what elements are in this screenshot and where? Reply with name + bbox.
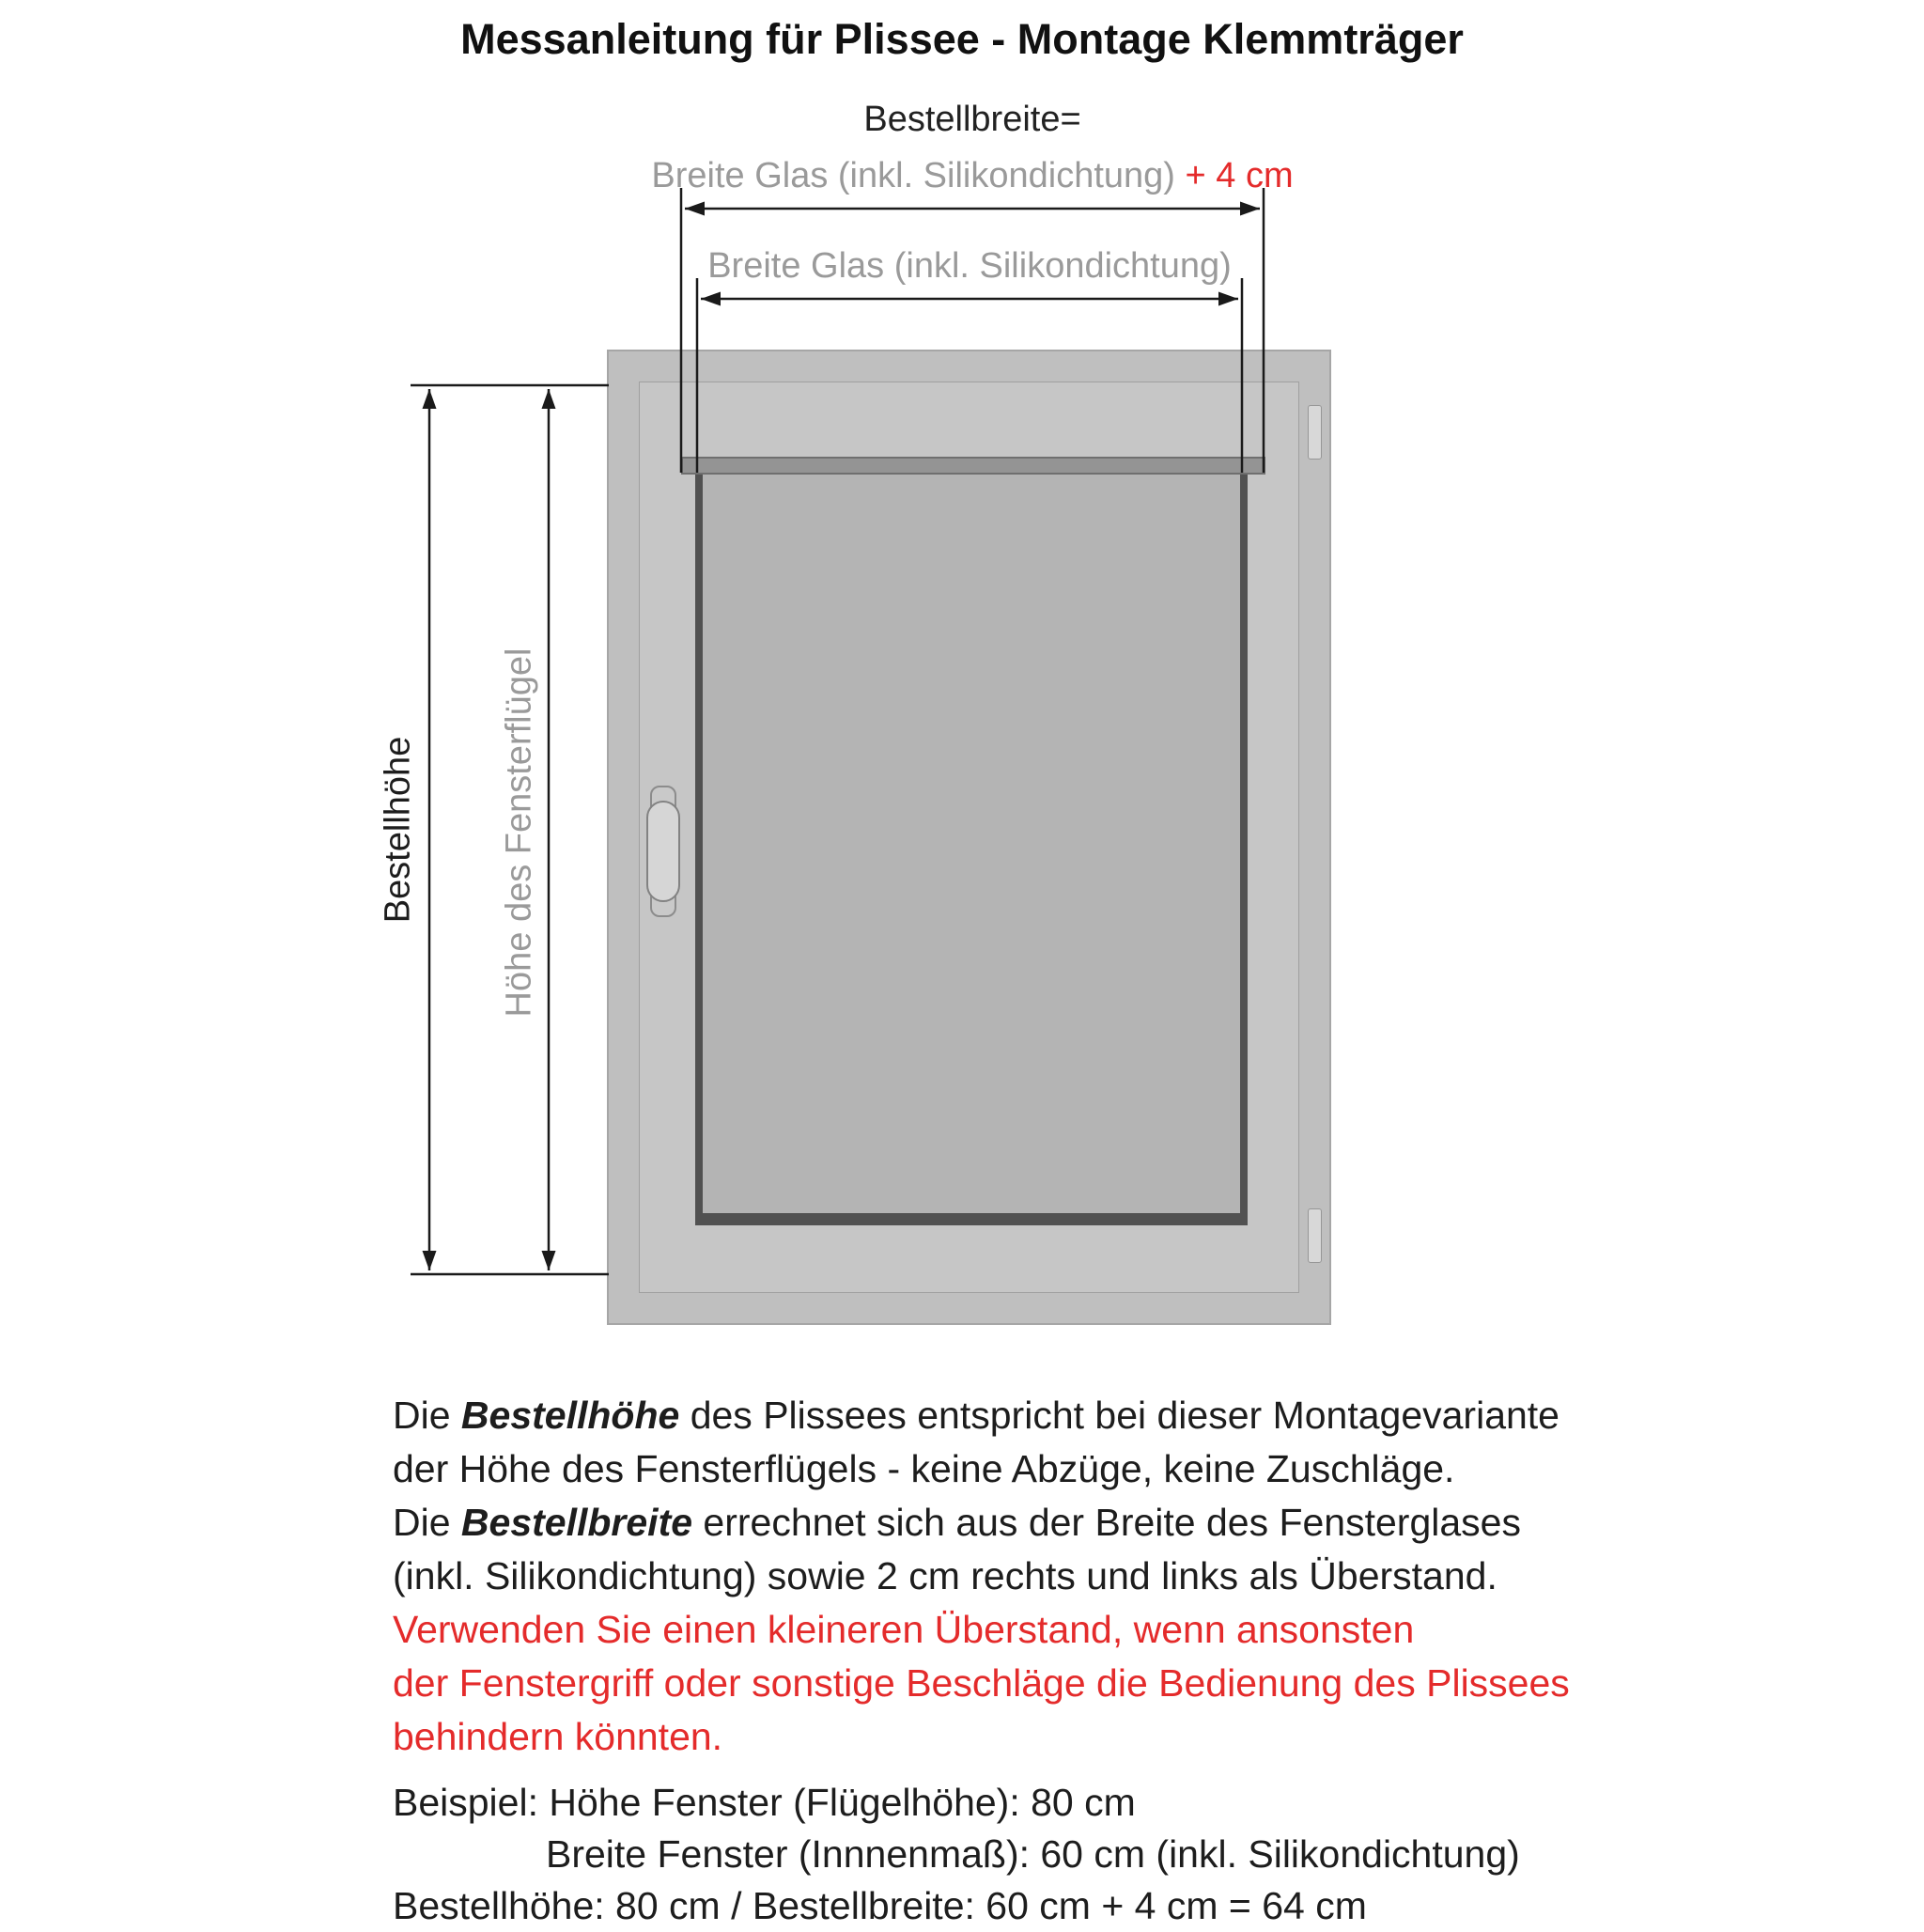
window-glass: [695, 462, 1248, 1225]
example-line-1: Beispiel: Höhe Fenster (Flügelhöhe): 80 cm: [393, 1781, 1136, 1824]
example-line-3: Bestellhöhe: 80 cm / Bestellbreite: 60 cm + 4 cm = 64 cm: [393, 1884, 1367, 1927]
window-hinge-bottom: [1308, 1208, 1322, 1263]
order-height-term: Bestellhöhe: [460, 1394, 680, 1437]
plissee-top-rail: [681, 457, 1265, 475]
description-line-3: Die Bestellbreite errechnet sich aus der Breite des Fensterglases: [393, 1501, 1521, 1544]
description-line-1: Die Bestellhöhe des Plissees entspricht bei dieser Montagevariante: [393, 1394, 1559, 1437]
glass-width-label: Breite Glas (inkl. Silikondichtung): [707, 246, 1232, 286]
order-width-formula-glass-part: Breite Glas (inkl. Silikondichtung): [651, 156, 1186, 195]
page-title: Messanleitung für Plissee - Montage Klemmträger: [460, 15, 1464, 63]
example-line-2: Breite Fenster (Innnenmaß): 60 cm (inkl. Silikondichtung): [546, 1832, 1520, 1876]
order-width-title: Bestellbreite=: [863, 100, 1081, 139]
order-height-label: Bestellhöhe: [378, 736, 418, 924]
window-frame: [607, 350, 1331, 1325]
warning-line-1: Verwenden Sie einen kleineren Überstand, wenn ansonsten: [393, 1608, 1415, 1651]
example-text: [393, 1777, 1614, 1932]
description-line-2: der Höhe des Fensterflügels - keine Abzüge, keine Zuschläge.: [393, 1447, 1455, 1490]
warning-line-3: behindern könnten.: [393, 1715, 723, 1758]
description-text: [393, 1389, 1576, 1764]
description-line-4: (inkl. Silikondichtung) sowie 2 cm rechts und links als Überstand.: [393, 1554, 1497, 1597]
order-width-formula-plus4-part: + 4 cm: [1185, 156, 1294, 195]
order-width-term: Bestellbreite: [460, 1501, 693, 1544]
order-width-formula: [651, 156, 1293, 196]
sash-height-label: Höhe des Fensterflügel: [499, 647, 539, 1018]
window-handle-icon: [646, 801, 680, 902]
window-hinge-top: [1308, 405, 1322, 460]
warning-line-2: der Fenstergriff oder sonstige Beschläge die Bedienung des Plissees: [393, 1661, 1570, 1705]
